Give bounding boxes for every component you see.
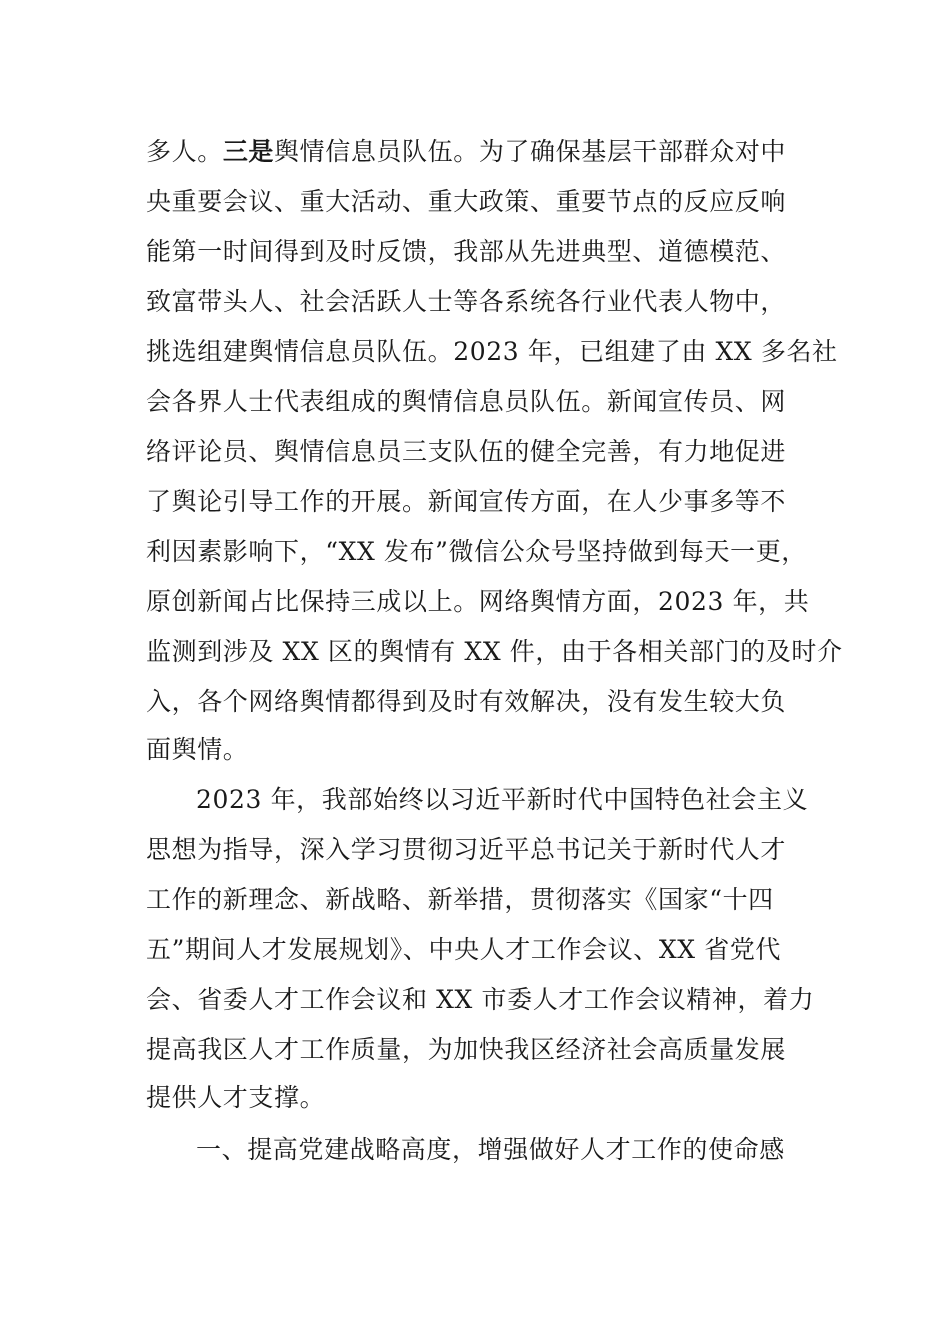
text-line: 致富带头人、社会活跃人士等各系统各行业代表人物中， — [146, 287, 787, 316]
text-line: 入，各个网络舆情都得到及时有效解决，没有发生较大负 — [146, 687, 787, 716]
bold-marker: 三是 — [222, 137, 275, 166]
text-line: 原创新闻占比保持三成以上。网络舆情方面，2023 年，共 — [146, 587, 810, 616]
text-line: 多人。三是舆情信息员队伍。为了确保基层干部群众对中 — [146, 137, 787, 166]
text-line: 监测到涉及 XX 区的舆情有 XX 件，由于各相关部门的及时介 — [146, 637, 843, 666]
text-line: 会、省委人才工作会议和 XX 市委人才工作会议精神，着力 — [146, 985, 815, 1014]
text-line: 工作的新理念、新战略、新举措，贯彻落实《国家“十四 — [146, 885, 774, 914]
text-line: 络评论员、舆情信息员三支队伍的健全完善，有力地促进 — [146, 437, 787, 466]
text-line: 能第一时间得到及时反馈，我部从先进典型、道德模范、 — [146, 237, 787, 266]
text-line: 五”期间人才发展规划》、中央人才工作会议、XX 省党代 — [146, 935, 782, 964]
text-line: 思想为指导，深入学习贯彻习近平总书记关于新时代人才 — [146, 835, 787, 864]
text-line: 提高我区人才工作质量，为加快我区经济社会高质量发展 — [146, 1035, 787, 1064]
text-line: 面舆情。 — [146, 735, 249, 764]
section-heading: 一、提高党建战略高度，增强做好人才工作的使命感 — [196, 1135, 785, 1164]
text-line: 了舆论引导工作的开展。新闻宣传方面，在人少事多等不 — [146, 487, 787, 516]
text-line: 2023 年，我部始终以习近平新时代中国特色社会主义 — [196, 785, 809, 814]
text-line: 挑选组建舆情信息员队伍。2023 年，已组建了由 XX 多名社 — [146, 337, 838, 366]
text-line: 利因素影响下，“XX 发布”微信公众号坚持做到每天一更， — [146, 537, 807, 566]
text-line: 提供人才支撑。 — [146, 1083, 326, 1112]
text-line: 会各界人士代表组成的舆情信息员队伍。新闻宣传员、网 — [146, 387, 787, 416]
text-line: 央重要会议、重大活动、重大政策、重要节点的反应反响 — [146, 187, 787, 216]
